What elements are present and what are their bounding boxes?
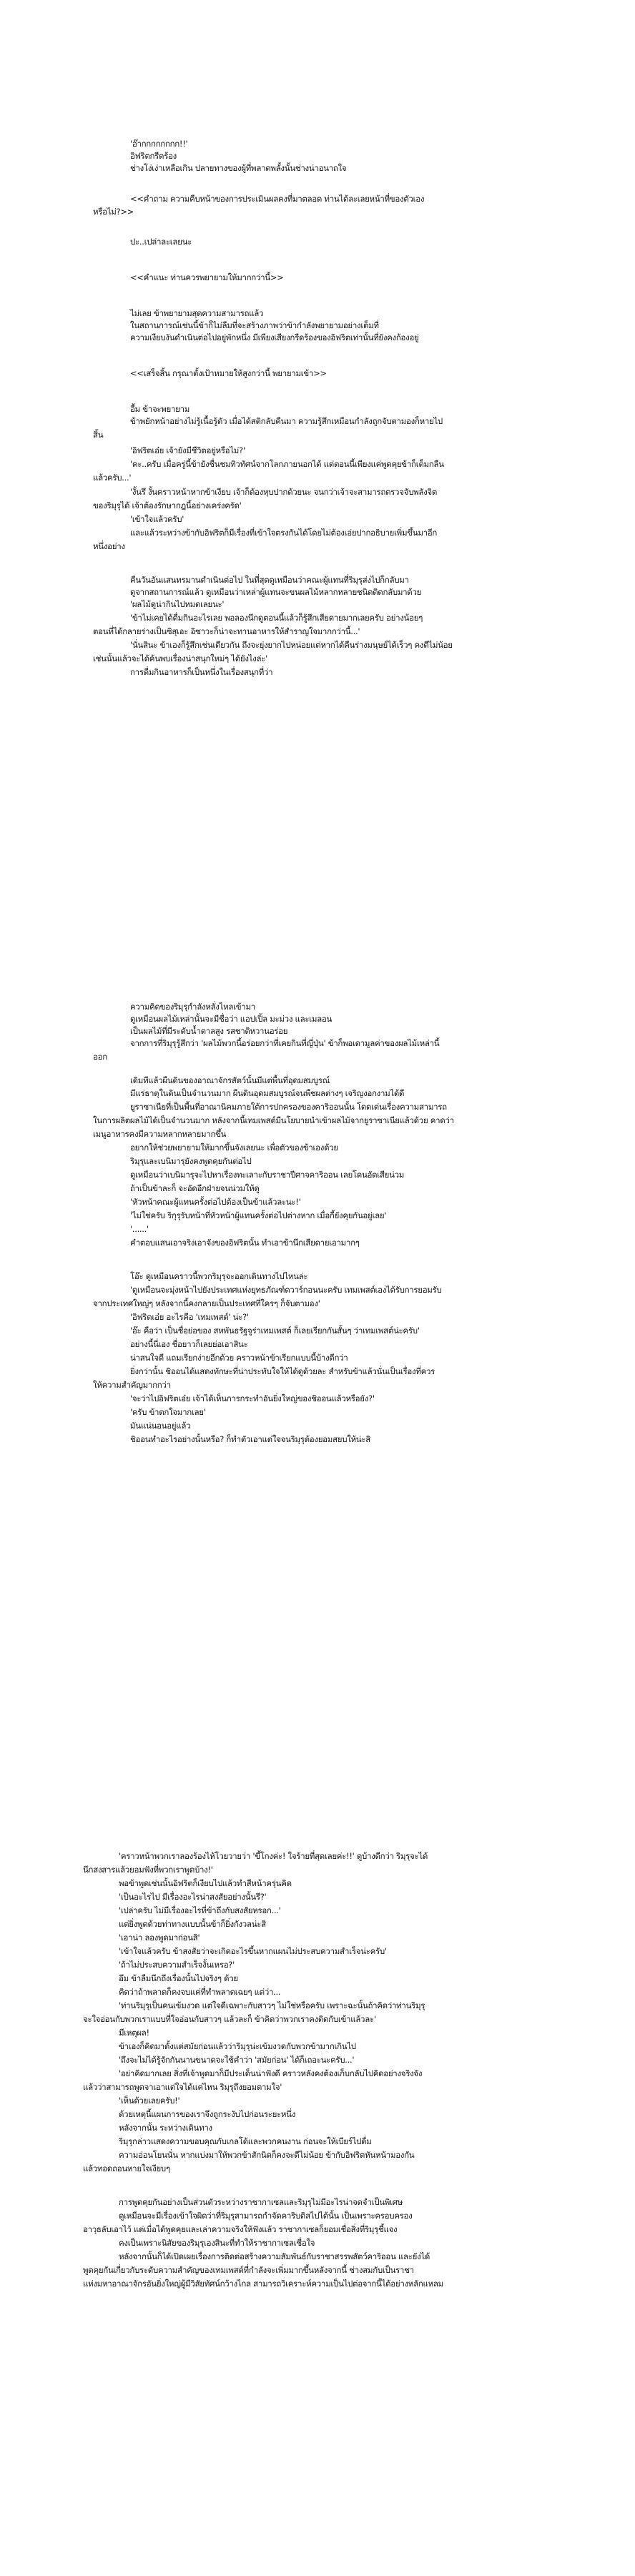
paragraph-continuation-line: ตอนที่ได้กลายร่างเป็นซิสุเอะ อิซาวะก็น่าจะทานอาหารให้สำราญใจมากกว่านี้...' — [93, 626, 360, 636]
paragraph-line: 'นั่นสินะ ข้าเองก็รู้สึกเช่นเดียวกัน ถึงจะยุ่งยากไปหน่อยแต่หากได้คืนร่างมนุษย์ได้เร็วๆ คงดีไม่น้อย — [130, 640, 453, 650]
paragraph-continuation-line: สิ้น — [93, 430, 104, 440]
paragraph-line: ดูเหมือนจะมีเรื่องเข้าใจผิดว่าที่ริมุรุสามารถกำจัดคาริบดิสไปได้นั้น เป็นเพราะครอบครอง — [119, 2211, 413, 2221]
paragraph-line: 'ไม่ใช่ครับ ริกุรุรับหน้าที่หัวหน้าผู้แทนครั้งต่อไปต่างหาก เมื่อกี้ยังคุยกันอยู่เลย' — [130, 1210, 387, 1220]
paragraph-continuation-line: ของริมุรุได้ เจ้าต้องรักษากฎนี้อย่างเคร่งครัด' — [93, 500, 242, 510]
paragraph-line: ไม่เลย ข้าพยายามสุดความสามารถแล้ว — [130, 308, 264, 318]
paragraph-line: ริมุรุกล่าวแสดงความขอบคุณกับเกลโด้และพวกคนงาน ก่อนจะให้เบียร์ไปดื่ม — [119, 2136, 372, 2146]
paragraph-line: 'อิฟริตเอ๋ย อะไรคือ 'เทมเพสต์' น่ะ?' — [130, 1312, 249, 1322]
paragraph-continuation-line: พูดคุยกันเกี่ยวกับระดับความสำคัญของเทมเพสต์ที่กำลังจะเพิ่มมากขึ้นหลังจากนี้ ช่างสมกับเป็นราชา — [83, 2265, 414, 2275]
paragraph-continuation-line: นึกสงสารแล้วยอมฟังที่พวกเราพูดบ้าง!' — [83, 1865, 213, 1875]
paragraph-line: อยากให้ช่วยพยายามให้มากขึ้นจังเลยนะ เพื่อตัวของข้าเองด้วย — [130, 1143, 338, 1153]
paragraph-line: หลังจากนั้นก็ได้เปิดเผยเรื่องการติดต่อสร้างความสัมพันธ์กับราชาสรรพสัตว์คาริออน และยังได้ — [119, 2251, 430, 2261]
paragraph-line: ปะ..เปล่าละเลยนะ — [130, 237, 192, 247]
paragraph-line: 'คะ..ครับ เมื่อครู่นี้ข้ายังชื่นชมทิวทัศน์จากโลกภายนอกได้ แต่ตอนนี้เพียงแค่พูดคุยข้าก็เต็มกลืน — [130, 459, 444, 469]
paragraph-line: เดิมทีแล้วผืนดินของอาณาจักรสัตว์นั้นมีแต่พื้นที่อุดมสมบูรณ์ — [130, 1075, 330, 1085]
paragraph-line: 'เข้าใจแล้วครับ ข้าสงสัยว่าจะเกิดอะไรขึ้นหากแผนไม่ประสบความสำเร็จน่ะครับ' — [119, 1946, 387, 1956]
paragraph-continuation-line: หนึ่งอย่าง — [93, 541, 125, 551]
paragraph-continuation-line: ในการผลิตผลไม้ได้เป็นจำนวนมาก หลังจากนี้เทมเพสต์มีนโยบายนำเข้าผลไม้จากยูราซาเนียแล้วด้วย คาดว่า — [93, 1115, 454, 1125]
paragraph-line: อย่างนี้นี่เอง ชื่อยาวก็เลยย่อเอาสินะ — [130, 1339, 248, 1349]
paragraph-line: ความอ่อนโยนนั่น หากแบ่งมาให้พวกข้าสักนิดก็คงจะดีไม่น้อย ข้ากับอิฟริตหันหน้ามองกัน — [119, 2150, 415, 2160]
paragraph-line: ความคิดของริมุรุกำลังหลั่งไหลเข้ามา — [130, 1002, 255, 1012]
paragraph-line: โอ๊ะ ดูเหมือนคราวนี้พวกริมุรุจะออกเดินทางไปไหนล่ะ — [130, 1271, 308, 1281]
paragraph-line: <<คำแนะ ท่านควรพยายามให้มากกว่านี้>> — [130, 272, 284, 282]
paragraph-line: 'อิฟริตเอ๋ย เจ้ายังมีชีวิตอยู่หรือไม่?' — [130, 445, 245, 455]
paragraph-continuation-line: อาวุธลับเอาไว้ แต่เมื่อได้พูดคุยและเล่าความจริงให้ฟังแล้ว ราชากาเซลก็ยอมเชื่อสิ่งที่ริมุรุชี้แจง — [83, 2224, 398, 2234]
paragraph-line: 'จะว่าไปอิฟริตเอ๋ย เจ้าได้เห็นการกระทำอันยิ่งใหญ่ของชิออนแล้วหรือยัง?' — [130, 1393, 375, 1403]
paragraph-line: 'อย่าคิดมากเลย สิ่งที่เจ้าพูดมาก็มีประเด็นน่าฟังดี คราวหลังคงต้องเก็บกลับไปคิดอย่างจริงจัง — [119, 2068, 423, 2078]
paragraph-line: 'ดูเหมือนจะมุ่งหน้าไปยังประเทศแห่งยุทธภัณฑ์ดวาร์กอนนะครับ เทมเพสต์เองได้รับการยอมรับ — [130, 1285, 442, 1295]
paragraph-line: ข้าพยักหน้าอย่างไม่รู้เนื้อรู้ตัว เมื่อได้สติกลับคืนมา ความรู้สึกเหมือนกำลังถูกจับตามองก็หายไป — [130, 416, 443, 426]
paragraph-continuation-line: ให้ความสำคัญมากกว่า — [93, 1380, 171, 1390]
paragraph-continuation-line: เมนูอาหารคงมีความหลากหลายมากขึ้น — [93, 1129, 227, 1139]
paragraph-continuation-line: จะใจอ่อนกับพวกเราแบบที่ใจอ่อนกับสาวๆ แล้วละก็ ข้าคิดว่าพวกเราคงติดกับเข้าแล้วละ' — [83, 2014, 376, 2024]
paragraph-line: ริมุรุและเบนิมารุยังคงพูดคุยกันต่อไป — [130, 1156, 252, 1166]
paragraph-continuation-line: ออก — [93, 1052, 107, 1062]
paragraph-line: 'คราวหน้าพวกเราลองร้องไห้โวยวายว่า 'ขี้โกงค่ะ! ใจร้ายที่สุดเลยค่ะ!!' ดูบ้างดีกว่า ริมุรุจะได้ — [119, 1851, 428, 1861]
paragraph-line: <<เสร็จสิ้น กรุณาตั้งเป้าหมายให้สูงกว่านี้ พยายามเข้า>> — [130, 368, 327, 378]
paragraph-line: 'ผลไม้ดูน่ากินไปหมดเลยนะ' — [130, 599, 225, 609]
paragraph-line: การดื่มกินอาหารก็เป็นหนึ่งในเรื่องสนุกที่ว่า — [130, 667, 273, 677]
paragraph-continuation-line: จากประเทศใหญ่ๆ หลังจากนี้คงกลายเป็นประเทศที่ใครๆ ก็จับตามอง' — [93, 1298, 320, 1308]
paragraph-line: 'ถึงจะไม่ได้รู้จักกันนานขนาดจะใช้คำว่า 'สมัยก่อน' ได้ก็เถอะนะครับ...' — [119, 2055, 355, 2065]
paragraph-line: อิฟริตกรีดร้อง — [130, 151, 177, 161]
paragraph-line: อื้ม ข้าจะพยายาม — [130, 404, 190, 414]
paragraph-line: อึม ข้าลืมนึกถึงเรื่องนั้นไปจริงๆ ด้วย — [119, 1973, 238, 1983]
paragraph-line: จากการที่ริมุรุรู้สึกว่า 'ผลไม้พวกนี้อร่อยกว่าที่เคยกินที่ญี่ปุ่น' ข้าก็พอเดามูลค่าของผลไม้เหล่านี้ — [130, 1038, 440, 1048]
paragraph-line: ด้วยเหตุนี้แผนการของเราจึงถูกระงับไปก่อนระยะหนึ่ง — [119, 2109, 296, 2119]
paragraph-continuation-line: แล้วครับ...' — [93, 473, 132, 483]
paragraph-line: 'ข้าไม่เคยได้ดื่มกินอะไรเลย พอลองนึกดูตอนนี้แล้วก็รู้สึกเสียดายมากเลยครับ อย่างน้อยๆ — [130, 613, 423, 623]
paragraph-line: ถ้าเป็นข้าละก็ จะอัดอีกฝ่ายจนน่วมให้ดู — [130, 1183, 260, 1193]
paragraph-line: 'เข้าใจแล้วครับ' — [130, 514, 184, 524]
paragraph-line: ดูจากสถานการณ์แล้ว ดูเหมือนว่าเหล่าผู้แทนจะขนผลไม้หลากหลายชนิดติดกลับมาด้วย — [130, 587, 422, 597]
paragraph-line: ช่างโง่เง่าเหลือเกิน ปลายทางของผู้ที่พลาดพลั้งนั้นช่างน่าอนาถใจ — [130, 163, 347, 173]
paragraph-line: แต่ยิ่งพูดด้วยท่าทางแบบนั้นข้าก็ยิ่งกังวลน่ะสิ — [119, 1919, 266, 1929]
paragraph-line: ความเงียบงันดำเนินต่อไปอยู่พักหนึ่ง มีเพียงเสียงกรีดร้องของอิฟริตเท่านั้นที่ยังคงก้องอยู่ — [130, 332, 419, 342]
paragraph-line: คิดว่าถ้าพลาดก็คงจบแค่ที่ทำพลาดเฉยๆ แต่ว่า... — [119, 1987, 281, 1997]
paragraph-continuation-line: แล้วทอดถอนหายใจเงียบๆ — [83, 2163, 170, 2173]
paragraph-line: 'ถ้าไม่ประสบความสำเร็จงั้นเหรอ?' — [119, 1960, 235, 1970]
paragraph-line: และแล้วระหว่างข้ากับอิฟริตก็มีเรื่องที่เข้าใจตรงกันได้โดยไม่ต้องเอ่ยปากอธิบายเพิ่มขึ้นมาอีก — [130, 528, 438, 538]
paragraph-line: 'อ๊ากกกกกกกก!!' — [130, 139, 188, 149]
paragraph-line: <<คำถาม ความคืบหน้าของการประเมินผลคงที่มาตลอด ท่านได้ละเลยหน้าที่ของตัวเอง — [130, 194, 425, 204]
paragraph-line: 'อ๊ะ คือว่า เป็นชื่อย่อของ สหพันธรัฐจูร่าเทมเพสต์ ก็เลยเรียกกันสั้นๆ ว่าเทมเพสต์น่ะครับ' — [130, 1326, 420, 1336]
paragraph-continuation-line: เช่นนั้นแล้วจะได้ค้นพบเรื่องน่าสนุกใหม่ๆ ได้ยังไงล่ะ' — [93, 653, 267, 663]
paragraph-line: ยิ่งกว่านั้น ชิออนได้แสดงทักษะที่น่าประทับใจให้ได้ดูด้วยละ สำหรับข้าแล้วนั่นเป็นเรื่องที่ควร — [130, 1366, 435, 1376]
paragraph-line: '......' — [130, 1224, 149, 1234]
paragraph-line: คงเป็นเพราะนิสัยของริมุรุเองสินะที่ทำให้ราชากาเซลเชื่อใจ — [119, 2238, 315, 2248]
paragraph-line: เป็นผลไม้ที่มีระดับน้ำตาลสูง รสชาติหวานอร่อย — [130, 1026, 288, 1036]
paragraph-line: คืนวันอันแสนทรมานดำเนินต่อไป ในที่สุดดูเหมือนว่าคณะผู้แทนที่ริมุรุส่งไปก็กลับมา — [130, 575, 409, 585]
paragraph-continuation-line: หรือไม่?>> — [93, 207, 134, 217]
paragraph-line: ยูราซาเนียที่เป็นพื้นที่อาณานิคมภายใต้การปกครองของคาริออนนั้น โดดเด่นเรื่องความสามารถ — [130, 1102, 447, 1112]
paragraph-line: 'เห็นด้วยเลยครับ!' — [119, 2096, 180, 2106]
paragraph-line: 'เปล่าครับ ไม่มีเรื่องอะไรที่ข้าถึงกับสงสัยหรอก...' — [119, 1905, 281, 1915]
paragraph-line: 'ครับ ข้าตกใจมากเลย' — [130, 1407, 206, 1417]
paragraph-line: ดูเหมือนว่าเบนิมารุจะไปหาเรื่องทะเลาะกับราชาปีศาจคาริออน เลยโดนอัดเสียน่วม — [130, 1170, 405, 1180]
paragraph-line: พอข้าพูดเช่นนั้นอิฟริตก็เงียบไปแล้วทำสีหน้าครุ่นคิด — [119, 1878, 292, 1888]
paragraph-line: น่าสนใจดี แถมเรียกง่ายอีกด้วย คราวหน้าข้าเรียกแบบนี้บ้างดีกว่า — [130, 1353, 348, 1363]
paragraph-line: 'ท่านริมุรุเป็นคนเข้มงวด แต่ใจดีเฉพาะกับสาวๆ ไม่ใช่หรือครับ เพราะฉะนั้นถ้าคิดว่าท่านริมุรุ — [119, 2000, 425, 2010]
paragraph-line: มีเหตุผล! — [119, 2028, 149, 2038]
paragraph-line: ในสถานการณ์เช่นนี้ข้าก็ไม่ลืมที่จะสร้างภาพว่าข้ากำลังพยายามอย่างเต็มที่ — [130, 320, 379, 330]
paragraph-line: มันแน่นอนอยู่แล้ว — [130, 1421, 191, 1431]
paragraph-line: 'เป็นอะไรไป มีเรื่องอะไรน่าสงสัยอย่างนั้นรึ?' — [119, 1892, 267, 1902]
paragraph-line: การพูดคุยกันอย่างเป็นส่วนตัวระหว่างราชากาเซลและริมุรุไม่มีอะไรน่าจดจำเป็นพิเศษ — [119, 2197, 403, 2207]
paragraph-line: 'งั้นรึ งั้นคราวหน้าหากข้าเงียบ เจ้าก็ต้องหุบปากด้วยนะ จนกว่าเจ้าจะสามารถตรวจจับพลังจิต — [130, 487, 438, 497]
paragraph-continuation-line: แล้วว่าสามารถพูดจาเอาแต่ใจได้แค่ไหน ริมุรุถึงยอมตามใจ' — [83, 2082, 282, 2092]
paragraph-line: คำตอบแสนเอาจริงเอาจังของอิฟริตนั้น ทำเอาข้านึกเสียดายเอามากๆ — [130, 1238, 360, 1248]
paragraph-line: ดูเหมือนผลไม้เหล่านั้นจะมีชื่อว่า แอปเปิ้ล มะม่วง และเมลอน — [130, 1014, 333, 1024]
paragraph-continuation-line: แห่งมหาอาณาจักรอันยิ่งใหญ่ผู้มีวิสัยทัศน์กว้างไกล สามารถวิเคราะห์ความเป็นไปต่อจากนี้ได้อย่างหลักแหลม — [83, 2279, 443, 2289]
paragraph-line: หลังจากนั้น ระหว่างเดินทาง — [119, 2123, 212, 2133]
paragraph-line: มีแร่ธาตุในดินเป็นจำนวนมาก ผืนดินอุดมสมบูรณ์จนพืชผลต่างๆ เจริญงอกงามได้ดี — [130, 1088, 405, 1098]
paragraph-line: ข้าเองก็คิดมาตั้งแต่สมัยก่อนแล้วว่าริมุรุน่ะเข้มงวดกับพวกข้ามากเกินไป — [119, 2041, 356, 2051]
paragraph-line: 'หัวหน้าคณะผู้แทนครั้งต่อไปต้องเป็นข้าแล้วละนะ!' — [130, 1197, 301, 1207]
paragraph-line: ชิออนทำอะไรอย่างนั้นหรือ? ก็ทำตัวเอาแต่ใจจนริมุรุต้องยอมสยบให้น่ะสิ — [130, 1434, 370, 1444]
paragraph-line: 'เอาน่า ลองพูดมาก่อนสิ' — [119, 1933, 200, 1943]
